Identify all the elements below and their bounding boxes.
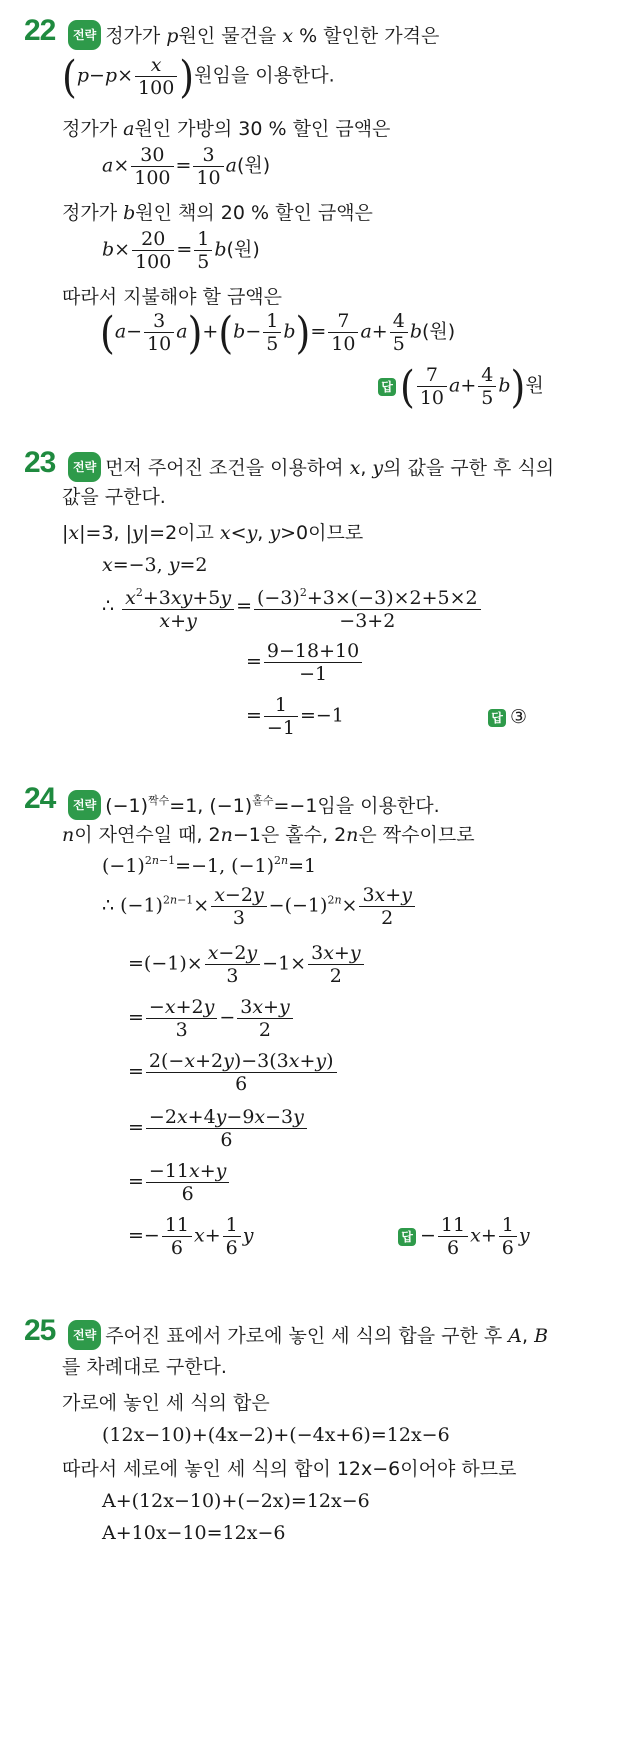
answer: 답 ( $\frac{7}{10}$ a+ $\frac{4}{5}$ b)원: [378, 364, 544, 409]
problem-number: 25: [24, 1314, 56, 1347]
equation: (a− $\frac{3}{10}$ a)+(b− $\frac{1}{5}$ b)= $\frac{7}{10}$ a+ $\frac{4}{5}$ b(원): [100, 307, 456, 358]
equation: ∴ $(-1)^{2n-1}\times$ $\frac{x-2y}{3}$ $-(-1)^{2n}\times$ $\frac{3x+y}{2}$: [102, 884, 417, 929]
equation: A+(12x−10)+(−2x)=12x−6: [102, 1490, 370, 1512]
equation: $(-1)^{2n-1}=-1$, $(-1)^{2n}=1$: [102, 854, 317, 877]
equation: =− $\frac{11}{6}$ x+ $\frac{1}{6}$ y: [128, 1214, 254, 1259]
problem-number: 24: [24, 782, 56, 815]
equation: A+10x−10=12x−6: [102, 1522, 286, 1544]
equation: = $\frac{-2x+4y-9x-3y}{6}$: [128, 1106, 309, 1151]
answer-badge: 답: [488, 709, 506, 727]
equation: = $\frac{-11x+y}{6}$: [128, 1160, 231, 1205]
text-line: |x|=3, |y|=2이고 x<y, y>0이므로: [62, 522, 364, 544]
answer: 답 − $\frac{11}{6}$ x+ $\frac{1}{6}$ y: [398, 1214, 530, 1259]
equation: a× $\frac{30}{100}$ = $\frac{3}{10}$ a(원): [102, 144, 271, 189]
strategy-badge: 전략: [68, 452, 101, 482]
strategy-line: 전략 먼저 주어진 조건을 이용하여 x, y의 값을 구한 후 식의: [68, 452, 554, 482]
text-line: 를 차례대로 구한다.: [62, 1356, 227, 1378]
strategy-line: 전략 정가가 p원인 물건을 x % 할인한 가격은: [68, 20, 439, 50]
problem-number: 23: [24, 446, 56, 479]
strategy-badge: 전략: [68, 20, 101, 50]
text-line: n이 자연수일 때, 2n−1은 홀수, 2n은 짝수이므로: [62, 824, 475, 846]
text-line: 정가가 b원인 책의 20 % 할인 금액은: [62, 202, 373, 224]
equation: ∴ $\frac{x^2+3xy+5y}{x+y}$ = $\frac{(-3)^2+3\times(-3)\times 2+5\times 2}{-3+2}$: [102, 582, 483, 632]
equation: b× $\frac{20}{100}$ = $\frac{1}{5}$ b(원): [102, 228, 260, 273]
equation: (12x−10)+(4x−2)+(−4x+6)=12x−6: [102, 1424, 450, 1446]
equation: = $\frac{-x+2y}{3}$ − $\frac{3x+y}{2}$: [128, 996, 295, 1041]
equation: = $\frac{1}{-1}$ =−1: [246, 694, 344, 739]
equation: x=−3, y=2: [102, 554, 208, 576]
strategy-line: 전략 $(-1)^{짝수}=1$, $(-1)^{홀수}=-1$임을 이용한다.: [68, 788, 440, 820]
answer: 답 ③: [488, 706, 527, 728]
text-line: 정가가 a원인 가방의 30 % 할인 금액은: [62, 118, 391, 140]
text-line: 가로에 놓인 세 식의 합은: [62, 1392, 270, 1414]
equation: =(−1)× $\frac{x-2y}{3}$ −1× $\frac{3x+y}{2}$: [128, 942, 366, 987]
problem-number: 22: [24, 14, 56, 47]
strategy-badge: 전략: [68, 1320, 101, 1350]
equation: = $\frac{9-18+10}{-1}$: [246, 640, 364, 685]
answer-badge: 답: [378, 378, 396, 396]
equation: = $\frac{2(-x+2y)-3(3x+y)}{6}$: [128, 1050, 339, 1095]
strategy-badge: 전략: [68, 790, 101, 820]
price-formula: (p−p× $\frac{x}{100}$ )원임을 이용한다.: [62, 51, 335, 102]
strategy-line: 전략 주어진 표에서 가로에 놓인 세 식의 합을 구한 후 A, B: [68, 1320, 548, 1350]
text-line: 따라서 지불해야 할 금액은: [62, 286, 283, 308]
text-line: 값을 구한다.: [62, 486, 166, 508]
text-line: 따라서 세로에 놓인 세 식의 합이 12x−6이어야 하므로: [62, 1458, 517, 1480]
answer-badge: 답: [398, 1228, 416, 1246]
